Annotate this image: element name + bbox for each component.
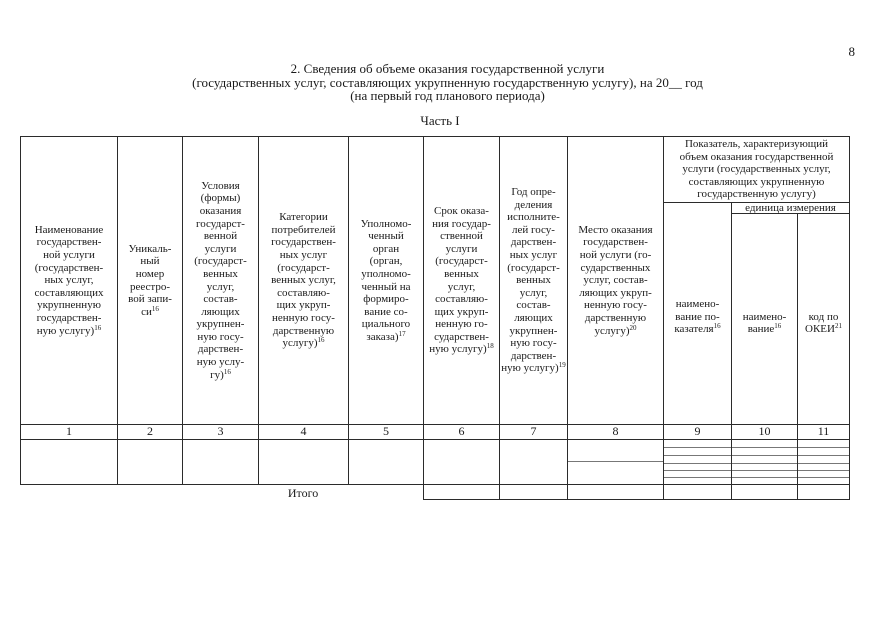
- page-number: 8: [848, 44, 855, 59]
- col-header-indicator-name: наимено- вание по- казателя$^{16}$: [674, 298, 721, 336]
- col-header-service-term: Срок оказа- ния государ- ственной услуги (государст- венных услуг, составляю- щих укруп- ненную го- сударствен- ную услугу)$^{18}$: [429, 204, 494, 356]
- column-number: 2: [147, 424, 153, 438]
- col-header-conditions: Условия (формы) оказания государст- венной услуги (государст- венных услуг, состав- ляющих укрупнен- ную госу- дарствен- ную услу- гу)$^{16}$: [194, 179, 247, 381]
- heading-line-3: (на первый год планового периода): [350, 88, 545, 103]
- column-number: 8: [612, 424, 619, 438]
- col-header-okei-code: код по ОКЕИ$^{21}$: [805, 310, 842, 336]
- col-header-service-place: Место оказания государствен- ной услуги (го- сударственных услуг, состав- ляющих укруп- ненную госу- дарственную услугу)$^{20}$: [578, 223, 653, 337]
- column-number: 6: [458, 424, 465, 438]
- heading-line-1: 2. Сведения об объеме оказания государственной услуги: [290, 61, 605, 76]
- part-label: Часть I: [420, 113, 460, 128]
- col-header-unit-name: наимено- вание$^{16}$: [742, 310, 787, 336]
- column-number: 9: [694, 424, 701, 438]
- col-group-unit: единица измерения: [745, 201, 836, 214]
- col-group-indicator: Показатель, характеризующий объем оказания государственной услуги (государственных услуг, составляющих укрупненную государственную услугу): [679, 138, 834, 201]
- column-number: 11: [817, 424, 830, 438]
- col-header-service-name: Наименование государствен- ной услуги (государствен- ных услуг, составляющих укрупненную государствен- ную услугу)$^{16}$: [34, 223, 104, 337]
- col-header-registry-number: Уникаль- ный номер реестро- вой запи- $си^{16}$: [128, 242, 172, 318]
- column-number: 7: [530, 424, 537, 438]
- heading-line-2: (государственных услуг, составляющих укрупненную государственную услугу), на 20__ год: [192, 74, 703, 90]
- col-header-consumer-categories: Категории потребителей государствен- ных услуг (государст- венных услуг, составляю- щих укруп- ненную госу- дарственную услугу)$^{16}$: [271, 211, 336, 350]
- column-number: 1: [66, 424, 72, 438]
- col-header-contractor-year: Год опре- деления исполните- лей госу- дарствен- ных услуг (государст- венных услуг, состав- ляющих укрупнен- ную госу- дарствен- ную услугу)$^{19}$: [501, 186, 566, 375]
- col-header-authorized-body: Уполномо- ченный орган (орган, уполномо- ченный на формиро- вание со- циального заказа)$^{17}$: [360, 217, 412, 343]
- total-label: Итого: [287, 486, 319, 500]
- column-number: 5: [383, 424, 389, 438]
- column-number: 10: [758, 424, 771, 438]
- column-number: 4: [300, 424, 307, 438]
- column-number: 3: [217, 424, 224, 438]
